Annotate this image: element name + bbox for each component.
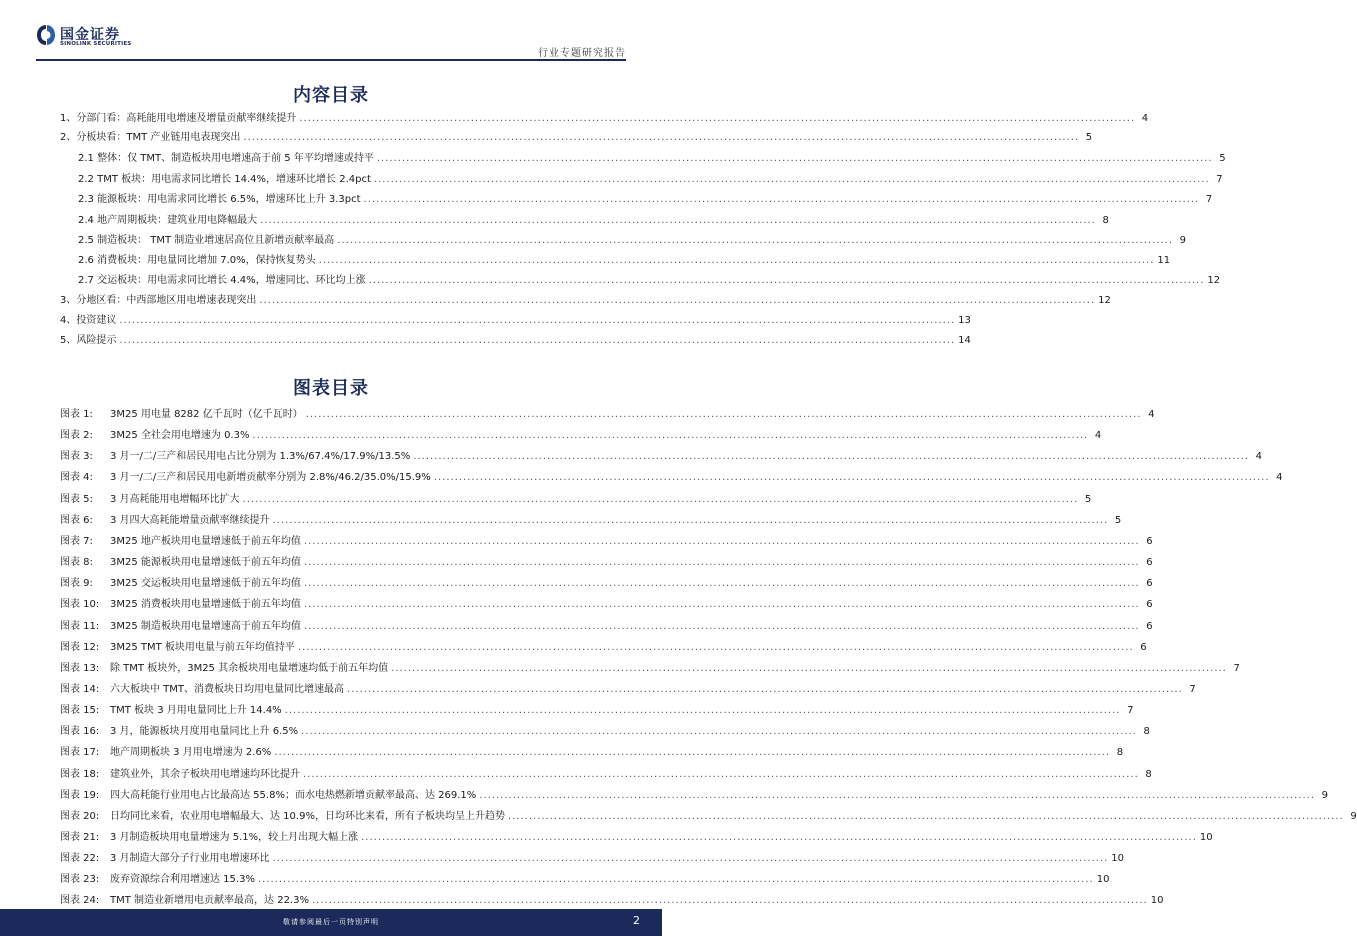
figure-entry-title: 3 月制造大部分子行业用电增速环比 <box>110 853 270 864</box>
dot-leader: ........................................................................................................................................................................................................ <box>363 194 1200 205</box>
dot-leader: ........................................................................................................................................................................................................ <box>303 599 1140 610</box>
figure-entry-title: 3 月一/二/三产和居民用电占比分别为 1.3%/67.4%/17.9%/13.5% <box>110 451 411 462</box>
figure-entry-page: 6 <box>1146 621 1153 632</box>
dot-leader: ........................................................................................................................................................................................................ <box>119 315 956 326</box>
company-logo <box>36 24 146 50</box>
figure-entry[interactable] <box>60 449 1263 465</box>
logo-english-name: SINOLINK SECURITIES <box>60 41 132 47</box>
dot-leader: ........................................................................................................................................................................................................ <box>119 335 956 346</box>
dot-leader: ........................................................................................................................................................................................................ <box>337 235 1174 246</box>
dot-leader: ........................................................................................................................................................................................................ <box>299 113 1136 124</box>
figure-entry-page: 10 <box>1199 832 1213 843</box>
dot-leader: ........................................................................................................................................................................................................ <box>347 684 1183 695</box>
sinolink-logo-icon <box>36 24 56 46</box>
figure-entry-label: 图表 20: <box>60 811 100 822</box>
figure-entry-page: 9 <box>1350 811 1357 822</box>
figure-entry-label: 图表 9: <box>60 578 93 589</box>
figure-entry-title: 3M25 全社会用电增速为 0.3% <box>110 430 250 441</box>
figures-heading: 图表目录 <box>293 378 369 399</box>
figure-entry-label: 图表 4: <box>60 472 93 483</box>
figure-entry[interactable] <box>60 809 1357 825</box>
disclaimer-note: 敬请参阅最后一页特别声明 <box>283 918 379 926</box>
dot-leader: ........................................................................................................................................................................................................ <box>303 621 1140 632</box>
dot-leader: ........................................................................................................................................................................................................ <box>284 705 1121 716</box>
figure-entry-page: 10 <box>1150 895 1164 906</box>
toc-entry-page: 7 <box>1205 194 1213 205</box>
toc-entry[interactable] <box>78 233 1187 249</box>
figure-entry-page: 7 <box>1233 663 1240 674</box>
figure-entry-page: 7 <box>1127 705 1134 716</box>
figure-entry-title: 六大板块中 TMT、消费板块日均用电量同比增速最高 <box>110 684 345 695</box>
toc-entry-page: 12 <box>1098 295 1111 306</box>
figure-entry[interactable] <box>60 830 1213 846</box>
figure-entry[interactable] <box>60 619 1153 635</box>
dot-leader: ........................................................................................................................................................................................................ <box>272 853 1109 864</box>
figure-entry-label: 图表 17: <box>60 747 100 758</box>
logo-chinese-name: 国金证券 <box>60 27 120 43</box>
figure-entry-title: 日均同比来看，农业用电增幅最大、达 10.9%，日均环比来看，所有子板块均呈上升趋势 <box>110 811 505 822</box>
toc-entry[interactable] <box>78 172 1223 188</box>
figure-entry[interactable] <box>60 555 1153 571</box>
figure-entry-title: 建筑业外，其余子板块用电增速均环比提升 <box>110 769 300 780</box>
toc-entry[interactable] <box>78 151 1226 167</box>
figure-entry-label: 图表 11: <box>60 621 100 632</box>
figure-entry-title: 3M25 能源板块用电量增速低于前五年均值 <box>110 557 301 568</box>
dot-leader: ........................................................................................................................................................................................................ <box>242 494 1079 505</box>
figure-entry[interactable] <box>60 640 1147 656</box>
toc-entry-title: 2.6 消费板块：用电量同比增加 7.0%，保持恢复势头 <box>78 255 316 266</box>
figure-entry-title: 废弃资源综合利用增速达 15.3% <box>110 874 255 885</box>
dot-leader: ........................................................................................................................................................................................................ <box>368 275 1205 286</box>
toc-entry[interactable] <box>60 333 971 349</box>
figure-entry-label: 图表 1: <box>60 409 93 420</box>
figure-entry-page: 4 <box>1255 451 1263 462</box>
figure-entry-label: 图表 22: <box>60 853 100 864</box>
toc-entry-page: 4 <box>1141 113 1149 124</box>
figure-entry-page: 6 <box>1146 557 1153 568</box>
figure-entry-label: 图表 23: <box>60 874 100 885</box>
figure-entry-title: 3M25 TMT 板块用电量与前五年均值持平 <box>110 642 295 653</box>
dot-leader: ........................................................................................................................................................................................................ <box>376 153 1213 164</box>
dot-leader: ........................................................................................................................................................................................................ <box>318 255 1155 266</box>
toc-entry[interactable] <box>78 213 1109 229</box>
dot-leader: ........................................................................................................................................................................................................ <box>259 295 1096 306</box>
figure-entry-page: 8 <box>1145 769 1152 780</box>
dot-leader: ........................................................................................................................................................................................................ <box>272 515 1109 526</box>
figure-entry-title: 3 月制造板块用电量增速为 5.1%，较上月出现大幅上涨 <box>110 832 359 843</box>
toc-entry-page: 9 <box>1179 235 1187 246</box>
figure-entry[interactable] <box>60 745 1124 761</box>
figure-entry-page: 7 <box>1189 684 1196 695</box>
figure-entry[interactable] <box>60 470 1283 486</box>
figure-entry-label: 图表 10: <box>60 599 100 610</box>
dot-leader: ........................................................................................................................................................................................................ <box>303 578 1140 589</box>
toc-entry[interactable] <box>78 253 1171 269</box>
figure-entry-title: 四大高耗能行业用电占比最高达 55.8%；而水电热燃新增贡献率最高、达 269.1% <box>110 790 477 801</box>
toc-entry-page: 14 <box>958 335 971 346</box>
dot-leader: ........................................................................................................................................................................................................ <box>243 132 1080 143</box>
figure-entry-page: 5 <box>1084 494 1092 505</box>
figure-entry-title: 3 月四大高耗能增量贡献率继续提升 <box>110 515 270 526</box>
header-divider <box>36 59 626 61</box>
toc-entry-page: 12 <box>1207 275 1221 286</box>
figure-entry-label: 图表 14: <box>60 684 100 695</box>
figure-entry[interactable] <box>60 893 1164 909</box>
dot-leader: ........................................................................................................................................................................................................ <box>297 642 1134 653</box>
figure-entry[interactable] <box>60 682 1196 698</box>
page-number: 2 <box>633 914 640 927</box>
figure-entry[interactable] <box>60 597 1153 613</box>
dot-leader: ........................................................................................................................................................................................................ <box>303 769 1139 780</box>
figure-entry-page: 6 <box>1140 642 1147 653</box>
figure-entry-title: 3M25 交运板块用电量增速低于前五年均值 <box>110 578 301 589</box>
figure-entry-label: 图表 19: <box>60 790 100 801</box>
dot-leader: ........................................................................................................................................................................................................ <box>303 536 1140 547</box>
figure-entry-title: 3M25 制造板块用电量增速高于前五年均值 <box>110 621 301 632</box>
figure-entry[interactable] <box>60 767 1152 783</box>
figure-entry-label: 图表 5: <box>60 494 93 505</box>
dot-leader: ........................................................................................................................................................................................................ <box>303 557 1140 568</box>
toc-entry[interactable] <box>60 313 971 329</box>
figure-entry-page: 5 <box>1114 515 1122 526</box>
toc-entry-title: 1、分部门看：高耗能用电增速及增量贡献率继续提升 <box>60 113 297 124</box>
figure-entry-title: 3 月，能源板块月度用电量同比上升 6.5% <box>110 726 299 737</box>
dot-leader: ........................................................................................................................................................................................................ <box>301 726 1137 737</box>
figure-entry[interactable] <box>60 576 1153 592</box>
figure-entry-label: 图表 8: <box>60 557 93 568</box>
toc-entry-page: 7 <box>1216 174 1223 185</box>
dot-leader: ........................................................................................................................................................................................................ <box>252 430 1089 441</box>
figure-entry-label: 图表 16: <box>60 726 100 737</box>
figure-entry[interactable] <box>60 788 1329 804</box>
figure-entry-title: 3M25 消费板块用电量增速低于前五年均值 <box>110 599 301 610</box>
figure-entry[interactable] <box>60 851 1125 867</box>
figure-entry-label: 图表 7: <box>60 536 93 547</box>
toc-entry-title: 2.5 制造板块： TMT 制造业增速居高位且新增贡献率最高 <box>78 235 335 246</box>
dot-leader: ........................................................................................................................................................................................................ <box>413 451 1250 462</box>
dot-leader: ........................................................................................................................................................................................................ <box>373 174 1210 185</box>
figure-entry-label: 图表 13: <box>60 663 100 674</box>
toc-entry[interactable] <box>78 192 1213 208</box>
toc-entry-title: 3、分地区看：中西部地区用电增速表现突出 <box>60 295 257 306</box>
page-header <box>0 0 662 60</box>
figure-entry[interactable] <box>60 492 1092 508</box>
figure-entry-title: 3 月高耗能用电增幅环比扩大 <box>110 494 240 505</box>
figure-entry-page: 6 <box>1146 599 1153 610</box>
dot-leader: ........................................................................................................................................................................................................ <box>433 472 1270 483</box>
toc-entry-title: 5、风险提示 <box>60 335 117 346</box>
toc-entry-page: 8 <box>1102 215 1109 226</box>
figure-entry[interactable] <box>60 724 1150 740</box>
figure-entry[interactable] <box>60 872 1110 888</box>
figure-entry[interactable] <box>60 534 1153 550</box>
figure-entry-page: 10 <box>1096 874 1110 885</box>
dot-leader: ........................................................................................................................................................................................................ <box>260 215 1096 226</box>
figure-entry-page: 4 <box>1148 409 1155 420</box>
figure-entry-label: 图表 24: <box>60 895 100 906</box>
toc-entry[interactable] <box>78 273 1221 289</box>
figure-entry[interactable] <box>60 703 1134 719</box>
figure-entry-title: TMT 板块 3 月用电量同比上升 14.4% <box>110 705 282 716</box>
dot-leader: ........................................................................................................................................................................................................ <box>361 832 1197 843</box>
figure-entry-page: 4 <box>1276 472 1283 483</box>
figure-entry-page: 6 <box>1146 578 1153 589</box>
figure-entry-title: 3M25 地产板块用电量增速低于前五年均值 <box>110 536 301 547</box>
figure-entry-page: 6 <box>1146 536 1153 547</box>
dot-leader: ........................................................................................................................................................................................................ <box>305 409 1142 420</box>
figure-entry[interactable] <box>60 513 1122 529</box>
toc-entry[interactable] <box>60 293 1111 309</box>
toc-entry[interactable] <box>60 130 1093 146</box>
toc-entry-title: 2.2 TMT 板块：用电需求同比增长 14.4%，增速环比增长 2.4pct <box>78 174 371 185</box>
dot-leader: ........................................................................................................................................................................................................ <box>391 663 1227 674</box>
figure-entry-label: 图表 12: <box>60 642 100 653</box>
figure-entry-label: 图表 2: <box>60 430 93 441</box>
toc-entry-page: 5 <box>1085 132 1093 143</box>
toc-entry-title: 2.1 整体：仅 TMT、制造板块用电增速高于前 5 年平均增速或持平 <box>78 153 374 164</box>
figure-entry-title: 除 TMT 板块外，3M25 其余板块用电量增速均低于前五年均值 <box>110 663 389 674</box>
figure-entry-label: 图表 6: <box>60 515 93 526</box>
figure-entry[interactable] <box>60 661 1240 677</box>
toc-entry-title: 2、分板块看：TMT 产业链用电表现突出 <box>60 132 241 143</box>
figure-entry-page: 4 <box>1094 430 1102 441</box>
toc-entry-title: 4、投资建议 <box>60 315 117 326</box>
toc-entry-title: 2.4 地产周期板块：建筑业用电降幅最大 <box>78 215 258 226</box>
toc-entry-page: 5 <box>1219 153 1226 164</box>
figure-entry-label: 图表 3: <box>60 451 93 462</box>
toc-heading: 内容目录 <box>293 85 369 106</box>
figure-entry-page: 9 <box>1321 790 1329 801</box>
dot-leader: ........................................................................................................................................................................................................ <box>274 747 1111 758</box>
toc-entry-page: 13 <box>958 315 971 326</box>
toc-entry[interactable] <box>60 111 1149 127</box>
dot-leader: ........................................................................................................................................................................................................ <box>479 790 1316 801</box>
page-footer <box>0 909 662 936</box>
figure-entry-page: 10 <box>1111 853 1125 864</box>
toc-entry-title: 2.3 能源板块：用电需求同比增长 6.5%，增速环比上升 3.3pct <box>78 194 361 205</box>
document-type: 行业专题研究报告 <box>538 48 626 59</box>
figure-entry-title: 3M25 用电量 8282 亿千瓦时（亿千瓦时） <box>110 409 303 420</box>
figure-entry-title: 地产周期板块 3 月用电增速为 2.6% <box>110 747 272 758</box>
figure-entry-title: TMT 制造业新增用电贡献率最高，达 22.3% <box>110 895 309 906</box>
dot-leader: ........................................................................................................................................................................................................ <box>257 874 1094 885</box>
figure-entry-page: 8 <box>1116 747 1124 758</box>
dot-leader: ........................................................................................................................................................................................................ <box>507 811 1344 822</box>
figure-entry[interactable] <box>60 428 1102 444</box>
figure-entry-page: 8 <box>1143 726 1150 737</box>
figure-entry-label: 图表 15: <box>60 705 100 716</box>
figure-entry-title: 3 月一/二/三产和居民用电新增贡献率分别为 2.8%/46.2/35.0%/15.9% <box>110 472 431 483</box>
toc-entry-page: 11 <box>1157 255 1171 266</box>
figure-entry-label: 图表 21: <box>60 832 100 843</box>
figure-entry[interactable] <box>60 407 1155 423</box>
figure-entry-label: 图表 18: <box>60 769 100 780</box>
toc-entry-title: 2.7 交运板块：用电需求同比增长 4.4%，增速同比、环比均上涨 <box>78 275 366 286</box>
dot-leader: ........................................................................................................................................................................................................ <box>311 895 1148 906</box>
